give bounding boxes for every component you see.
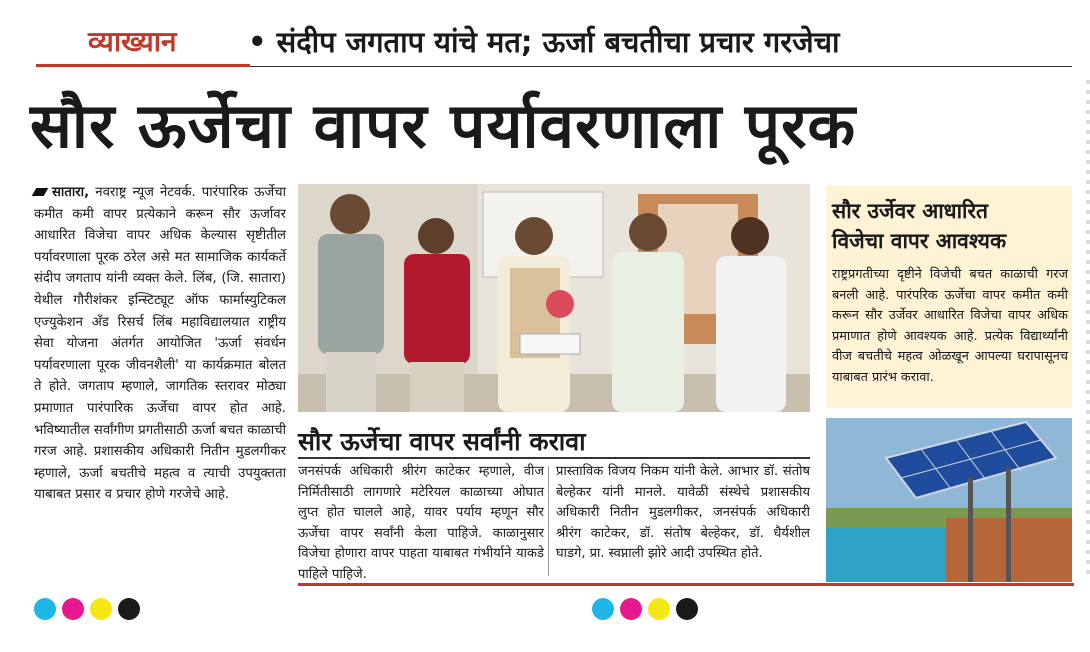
sidebar-title (832, 196, 1006, 256)
solar-panel-photo (826, 418, 1072, 582)
section-kicker: व्याख्यान (88, 25, 177, 58)
cyan-dot-icon (34, 598, 56, 620)
article-body: नवराष्ट्र न्यूज नेटवर्क. पारंपारिक ऊर्जेचा कमीत कमी वापर प्रत्येकाने करून सौर ऊर्जावर आधारित विजेचा वापर अधिक केल्यास सृष्टीतील पर्यावरणाला पूरक ठरेल असे मत सामाजिक कार्यकर्ते संदीप जगताप यांनी व्यक्त केले. लिंब, (जि. सातारा) येथील गौरीशंकर इन्स्टिट्यूट ऑफ फार्मास्युटिकल एज्युकेशन अँड रिसर्च लिंब महाविद्यालयात राष्ट्रीय सेवा योजना अंतर्गत आयोजित 'ऊर्जा संवर्धन पर्यावरणाला पूरक जीवनशैली' या कार्यक्रमात बोलत ते होते. जगताप म्हणाले, जागतिक स्तरावर मोठ्या प्रमाणात पारंपारिक ऊर्जेचा वापर होत आहे. भविष्यातील सर्वांगीण प्रगतीसाठी ऊर्जा बचत काळाची गरज आहे. प्रशासकीय अधिकारी नितीन मुडलगीकर म्हणाले, ऊर्जा बचतीचे महत्व व त्याची उपयुक्तता याबाबत प्रसार व प्रचार होणे गरजेचे आहे. (34, 185, 286, 503)
paragraph-marker-icon (32, 188, 49, 196)
magenta-dot-icon (620, 598, 642, 620)
section-subheading: सौर ऊर्जेचा वापर सर्वांनी करावा (298, 427, 586, 456)
subheading: • संदीप जगताप यांचे मत; ऊर्जा बचतीचा प्रचार गरजेचा (248, 25, 840, 59)
black-dot-icon (676, 598, 698, 620)
dateline: सातारा, (52, 185, 90, 200)
black-dot-icon (118, 598, 140, 620)
magenta-dot-icon (62, 598, 84, 620)
section-column-left: जनसंपर्क अधिकारी श्रीरंग काटेकर म्हणाले, वीज निर्मितीसाठी लागणारे मटेरियल काळाच्या ओघात लुप्त होत चालले आहे, यावर पर्याय म्हणून सौर ऊर्जेचा वापर सर्वांनी केला पाहिजे. काळानुसार विजेचा होणारा वापर पाहता याबाबत गंभीर्याने याकडे पाहिले पाहिजे. (298, 464, 544, 582)
yellow-dot-icon (648, 598, 670, 620)
bottom-rule (298, 583, 1074, 586)
cyan-dot-icon (592, 598, 614, 620)
headline: सौर ऊर्जेचा वापर पर्यावरणाला पूरक (30, 89, 857, 162)
sidebar-title-line2: विजेचा वापर आवश्यक (832, 229, 1007, 253)
yellow-dot-icon (90, 598, 112, 620)
section-column-right: प्रास्ताविक विजय निकम यांनी केले. आभार डॉ. संतोष बेल्हेकर यांनी मानले. यावेळी संस्थेचे प्रशासकीय अधिकारी नितीन मुडलगीकर, जनसंपर्क अधिकारी श्रीरंग काटेकर, डॉ. संतोष बेल्हेकर, डॉ. धैर्यशील घाडगे, प्रा. स्वप्नाली झोरे आदी उपस्थित होते. (556, 464, 810, 561)
sidebar-title-line1: सौर उर्जेवर आधारित (832, 199, 989, 223)
kicker-underline (36, 64, 250, 67)
column-divider (548, 466, 549, 576)
sidebar-text: राष्ट्रप्रगतीच्या दृष्टीने विजेची बचत काळाची गरज बनली आहे. पारंपरिक ऊर्जेचा वापर कमीत कमी करून सौर उर्जेवर आधारित विजेचा वापर अधिक प्रमाणात होणे आवश्यक आहे. प्रत्येक विद्यार्थ्यांनी वीज बचतीचे महत्व ओळखून आपल्या घरापासूनच याबाबत प्रारंभ करावा. (832, 267, 1068, 385)
article-column (34, 182, 286, 506)
adjacent-column-edge (1086, 80, 1090, 580)
top-rule (250, 66, 1072, 67)
section-rule (298, 457, 810, 459)
event-photo (298, 184, 810, 412)
print-registration-marks-left (34, 598, 140, 620)
print-registration-marks-right (592, 598, 698, 620)
